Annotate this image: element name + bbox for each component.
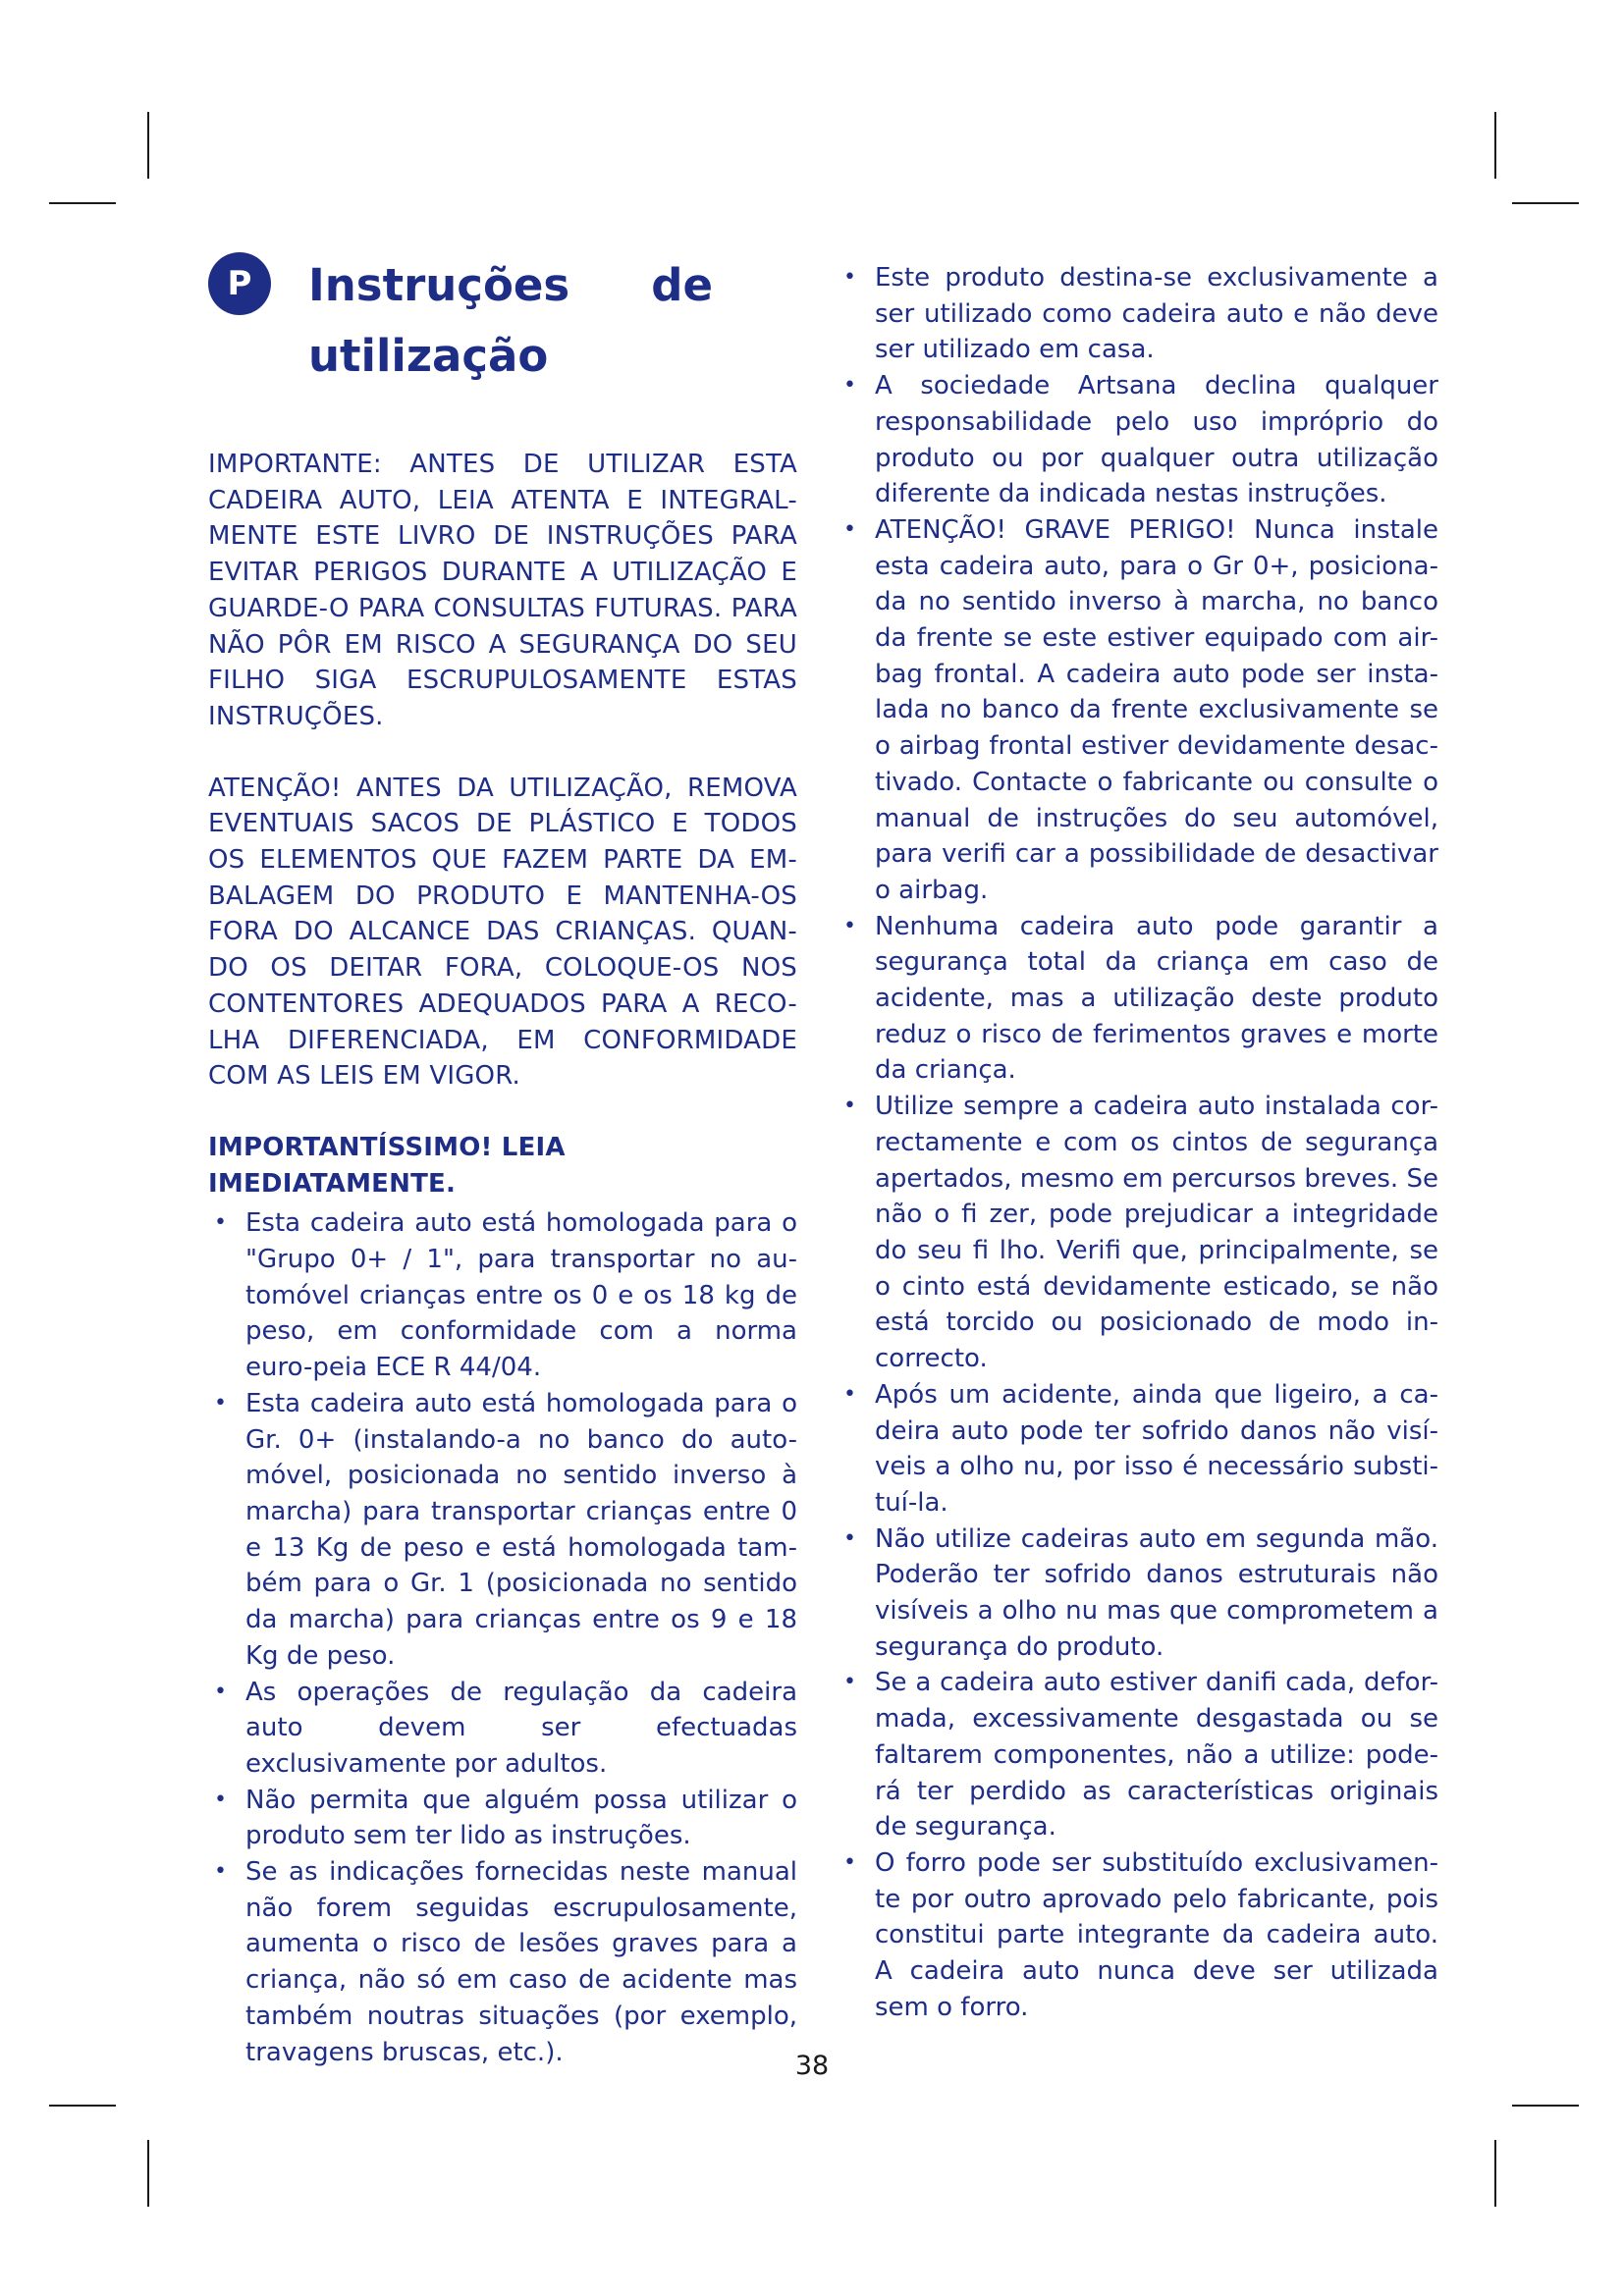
crop-mark-top-right-vertical xyxy=(1494,112,1496,179)
list-item-text: Esta cadeira auto está homologada para o "Grupo 0+ / 1", para transportar no au-tomóvel crianças entre os 0 e os 18 kg de peso, em conformidade com a norma euro-peia ECE R 44/04. xyxy=(245,1208,797,1383)
bullet-icon: • xyxy=(843,373,856,399)
right-bullet-list xyxy=(838,260,1438,2025)
list-item-text: O forro pode ser substituído exclusivamen-te por outro aprovado pelo fabricante, pois constitui parte integrante da cadeira auto. A cadeira auto nunca deve ser utilizada sem o forro. xyxy=(875,1847,1438,2022)
page-title xyxy=(308,250,713,392)
list-item-text: Se as indicações fornecidas neste manual não forem seguidas escrupulosamente, aumenta o risco de lesões graves para a criança, não só em caso de acidente mas também noutras situações (por exemplo, travagens bruscas, etc.). xyxy=(245,1857,797,2067)
bullet-icon: • xyxy=(843,1525,856,1551)
list-item-text: A sociedade Artsana declina qualquer responsabilidade pelo uso impróprio do produto ou por qualquer outra utilização diferente da indicada nestas instruções. xyxy=(875,371,1438,509)
list-item xyxy=(838,512,1438,909)
crop-mark-bottom-right-horizontal xyxy=(1512,2105,1579,2107)
bullet-icon: • xyxy=(214,1859,227,1885)
list-item-text: Após um acidente, ainda que ligeiro, a ca-deira auto pode ter sofrido danos não visí-veis a olho nu, por isso é necessário substi-tuí-la. xyxy=(875,1379,1438,1518)
list-item xyxy=(208,1386,797,1675)
list-item xyxy=(838,260,1438,368)
list-item-text: Se a cadeira auto estiver danifi cada, defor-mada, excessivamente desgastada ou se faltarem componentes, não a utilize: pode-rá ter perdido as características originais de segurança. xyxy=(875,1668,1438,1842)
bullet-icon: • xyxy=(214,1390,227,1415)
list-item-text: Não permita que alguém possa utilizar o produto sem ter lido as instruções. xyxy=(245,1785,797,1851)
crop-mark-top-left-horizontal xyxy=(49,202,116,204)
important-paragraph: IMPORTANTE: ANTES DE UTILIZAR ESTA CADEIRA AUTO, LEIA ATENTA E INTEGRAL-MENTE ESTE LIVRO DE INSTRUÇÕES PARA EVITAR PERIGOS DURANTE A UTILIZAÇÃO E GUARDE-O PARA CONSULTAS FUTURAS. PARA NÃO PÔR EM RISCO A SEGURANÇA DO SEU FILHO SIGA ESCRUPULOSAMENTE ESTAS INSTRUÇÕES. xyxy=(208,450,797,731)
list-item xyxy=(208,1783,797,1854)
crop-mark-bottom-left-vertical xyxy=(147,2140,149,2207)
list-item-text: Não utilize cadeiras auto em segunda mão. Poderão ter sofrido danos estruturais não visíveis a olho nu mas que comprometem a segurança do produto. xyxy=(875,1523,1438,1662)
crop-mark-top-right-horizontal xyxy=(1512,202,1579,204)
list-item xyxy=(838,1089,1438,1377)
title-line-2: utilização xyxy=(308,330,549,382)
list-item xyxy=(838,909,1438,1090)
list-item xyxy=(838,368,1438,512)
bullet-icon: • xyxy=(843,1849,856,1875)
attention-paragraph: ATENÇÃO! ANTES DA UTILIZAÇÃO, REMOVA EVENTUAIS SACOS DE PLÁSTICO E TODOS OS ELEMENTOS QUE FAZEM PARTE DA EM-BALAGEM DO PRODUTO E MANTENHA-OS FORA DO ALCANCE DAS CRIANÇAS. QUAN-DO OS DEITAR FORA, COLOQUE-OS NOS CONTENTORES ADEQUADOS PARA A RECO-LHA DIFERENCIADA, EM CONFORMIDADE COM AS LEIS EM VIGOR. xyxy=(208,773,797,1092)
list-item xyxy=(838,1377,1438,1522)
bullet-icon: • xyxy=(843,913,856,938)
list-item xyxy=(838,1522,1438,1666)
list-item xyxy=(208,1205,797,1386)
left-column xyxy=(208,447,797,2070)
list-item-text: Este produto destina-se exclusivamente a ser utilizado como cadeira auto e não deve ser utilizado em casa. xyxy=(875,263,1438,365)
list-item xyxy=(838,1845,1438,2026)
left-bullet-list xyxy=(208,1205,797,2070)
bullet-icon: • xyxy=(843,1094,856,1119)
title-word-2: de xyxy=(651,259,713,311)
crop-mark-top-left-vertical xyxy=(147,112,149,179)
bullet-icon: • xyxy=(843,1670,856,1695)
bullet-icon: • xyxy=(843,516,856,542)
crop-mark-bottom-left-horizontal xyxy=(49,2105,116,2107)
list-item xyxy=(208,1854,797,2070)
bullet-icon: • xyxy=(214,1787,227,1812)
language-badge: P xyxy=(208,252,271,315)
bullet-icon: • xyxy=(843,1381,856,1407)
list-item-text: Esta cadeira auto está homologada para o Gr. 0+ (instalando-a no banco do auto-móvel, posicionada no sentido inverso à marcha) para transportar crianças entre 0 e 13 Kg de peso e está homologada tam-bém para o Gr. 1 (posicionada no sentido da marcha) para crianças entre os 9 e 18 Kg de peso. xyxy=(245,1388,797,1671)
bullet-icon: • xyxy=(843,265,856,290)
right-column xyxy=(838,260,1438,2025)
page-number: 38 xyxy=(794,2051,830,2081)
title-word-1: Instruções xyxy=(308,259,570,311)
list-item xyxy=(208,1675,797,1783)
bullet-icon: • xyxy=(214,1679,227,1704)
list-item-text: As operações de regulação da cadeira auto devem ser efectuadas exclusivamente por adultos. xyxy=(245,1677,797,1779)
list-item-text: ATENÇÃO! GRAVE PERIGO! Nunca instale esta cadeira auto, para o Gr 0+, posiciona-da no sentido inverso à marcha, no banco da frente se este estiver equipado com air-bag frontal. A cadeira auto pode ser insta-lada no banco da frente exclusivamente se o airbag frontal estiver devidamente desac-tivado. Contacte o fabricante ou consulte o manual de instruções do seu automóvel, para verifi car a possibilidade de desactivar o airbag. xyxy=(875,514,1438,905)
list-item xyxy=(838,1665,1438,1845)
bullet-icon: • xyxy=(214,1210,227,1236)
section-heading: IMPORTANTÍSSIMO! LEIA IMEDIATAMENTE. xyxy=(208,1132,566,1199)
list-item-text: Nenhuma cadeira auto pode garantir a segurança total da criança em caso de acidente, mas a utilização deste produto reduz o risco de ferimentos graves e morte da criança. xyxy=(875,911,1438,1086)
list-item-text: Utilize sempre a cadeira auto instalada cor-rectamente e com os cintos de segurança apertados, mesmo em percursos breves. Se não o fi zer, pode prejudicar a integridade do seu fi lho. Verifi que, principalmente, se o cinto está devidamente esticado, se não está torcido ou posicionado de modo in-correcto. xyxy=(875,1092,1438,1374)
crop-mark-bottom-right-vertical xyxy=(1494,2140,1496,2207)
